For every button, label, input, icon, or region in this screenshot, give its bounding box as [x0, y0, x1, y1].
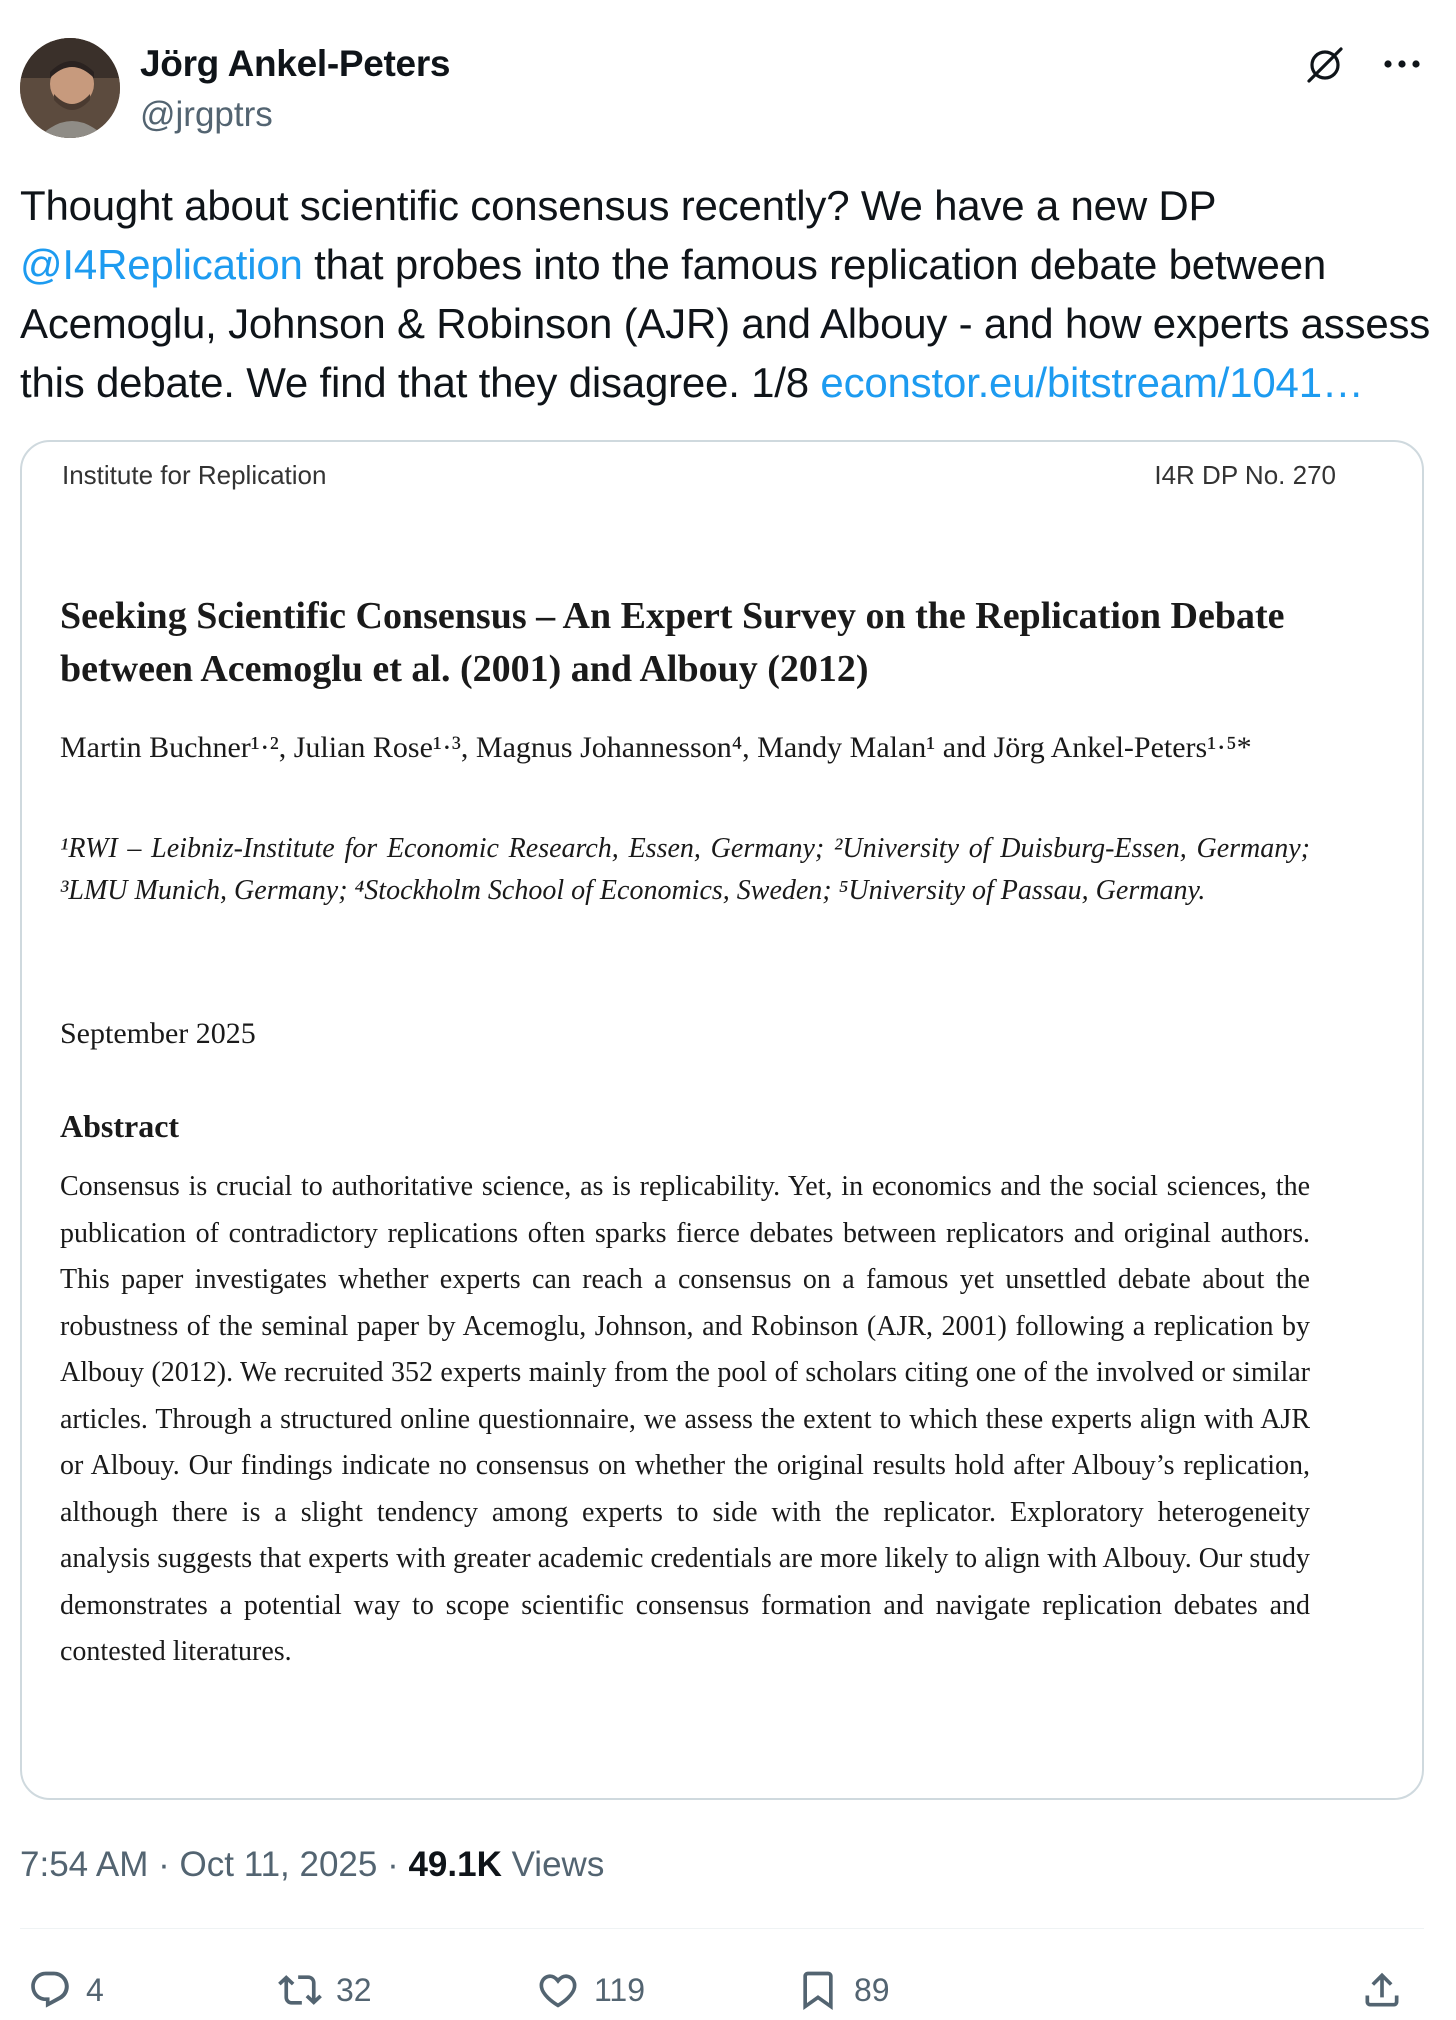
heart-icon — [536, 1968, 580, 2012]
reply-button[interactable] — [28, 1962, 104, 2018]
paper-institute: Institute for Replication — [62, 460, 327, 490]
meta-separator: · — [148, 1845, 180, 1884]
action-bar — [28, 1962, 1428, 2018]
views-count: 49.1K — [408, 1845, 502, 1884]
reply-count: 4 — [86, 1971, 104, 2008]
tweet-time[interactable]: 7:54 AM — [20, 1845, 149, 1884]
repost-count: 32 — [336, 1971, 372, 2008]
grok-button[interactable] — [1302, 40, 1350, 88]
more-button[interactable] — [1378, 40, 1426, 88]
repost-button[interactable] — [278, 1962, 372, 2018]
bookmark-icon — [796, 1968, 840, 2012]
header-actions — [1302, 40, 1426, 88]
author-handle[interactable]: @jrgptrs — [140, 95, 273, 134]
tweet-meta — [20, 1842, 604, 1888]
url-link[interactable]: econstor.eu/bitstream/1041… — [820, 359, 1364, 406]
tweet-date[interactable]: Oct 11, 2025 — [179, 1845, 378, 1884]
bookmark-button[interactable] — [796, 1962, 890, 2018]
avatar-image — [20, 38, 120, 138]
mention-link[interactable]: @I4Replication — [20, 241, 303, 288]
tweet-text-part2: that probes into the famous replication debate between Acemoglu, Johnson & Robinson (AJR) and Albouy - and how experts assess this debate. We find that they disagree. 1/8 — [20, 241, 1431, 406]
paper-authors: Martin Buchner¹·², Julian Rose¹·³, Magnus Johannesson⁴, Mandy Malan¹ and Jörg Ankel-Peters¹·⁵* — [60, 731, 1252, 764]
views-label: Views — [501, 1845, 605, 1884]
divider — [20, 1928, 1424, 1929]
author-name[interactable]: Jörg Ankel-Peters — [140, 43, 451, 84]
tweet-text — [20, 176, 1440, 412]
media-image[interactable] — [20, 440, 1424, 1800]
paper-affiliations: ¹RWI – Leibniz-Institute for Economic Research, Essen, Germany; ²University of Duisburg-Essen, Germany; ³LMU Munich, Germany; ⁴Stockholm School of Economics, Sweden; ⁵University of Passau, Germany. — [60, 833, 1310, 906]
like-button[interactable] — [536, 1962, 645, 2018]
paper-abstract: Consensus is crucial to authoritative science, as is replicability. Yet, in economics and the social sciences, the publication of contradictory replications often sparks fierce debates between replicators and original authors. This paper investigates whether experts can reach a consensus on a famous yet unsettled debate about the robustness of the seminal paper by Acemoglu, Johnson, and Robinson (AJR, 2001) following a replication by Albouy (2012). We recruited 352 experts mainly from the pool of scholars citing one of the involved or similar articles. Through a structured online questionnaire, we assess the extent to which these experts align with AJR or Albouy. Our findings indicate no consensus on whether the original results hold after Albouy’s replication, although there is a slight tendency among experts to side with the replicator. Exploratory heterogeneity analysis suggests that experts with greater academic credentials are more likely to align with Albouy. Our study demonstrates a potential way to scope scientific consensus formation and navigate replication debates and contested literatures. — [60, 1171, 1310, 1667]
reply-icon — [28, 1968, 72, 2012]
more-icon — [1382, 58, 1422, 70]
share-icon — [1360, 1968, 1404, 2012]
paper-title: Seeking Scientific Consensus – An Expert Survey on the Replication Debate between Acemoglu et al. (2001) and Albouy (2012) — [60, 595, 1285, 690]
paper-abstract-heading: Abstract — [60, 1108, 180, 1144]
paper-dp-number: I4R DP No. 270 — [1154, 460, 1336, 490]
avatar[interactable] — [20, 38, 120, 138]
repost-icon — [278, 1968, 322, 2012]
paper-page — [22, 442, 1422, 1798]
like-count: 119 — [594, 1971, 646, 2008]
grok-icon — [1303, 41, 1349, 87]
share-button[interactable] — [1360, 1962, 1404, 2018]
paper-date: September 2025 — [60, 1017, 256, 1050]
meta-separator: · — [377, 1845, 409, 1884]
bookmark-count: 89 — [854, 1971, 890, 2008]
tweet-text-part1: Thought about scientific consensus recently? We have a new DP — [20, 182, 1216, 229]
author-block — [140, 40, 450, 138]
